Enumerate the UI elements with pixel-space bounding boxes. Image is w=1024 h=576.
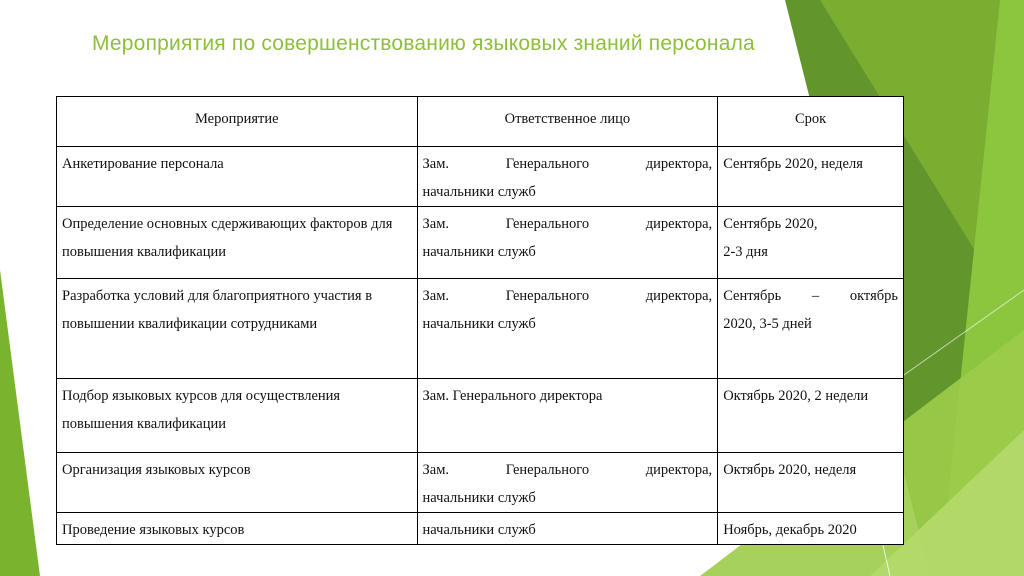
responsible-cell: [417, 147, 718, 207]
responsible-line: начальники служб: [422, 316, 536, 332]
term-cell: [718, 279, 904, 379]
table-header-row: [57, 97, 904, 147]
table-row: [57, 147, 904, 207]
responsible-line: начальники служб: [422, 184, 536, 200]
responsible-line: начальники служб: [422, 244, 536, 260]
responsible-line: Зам. Генерального директора,: [422, 288, 713, 304]
term-line: 2020, 3-5 дней: [723, 316, 812, 332]
table-row: [57, 513, 904, 545]
activities-table: [56, 96, 904, 545]
responsible-cell: [417, 207, 718, 279]
responsible-line: начальники служб: [422, 490, 536, 506]
responsible-line: начальники служб: [422, 522, 536, 538]
term-cell: Октябрь 2020, неделя: [718, 453, 904, 513]
responsible-line: Зам. Генерального директора: [422, 388, 603, 404]
responsible-line: Зам. Генерального директора,: [422, 462, 713, 478]
term-line: Сентябрь – октябрь: [723, 288, 898, 304]
term-line: 2-3 дня: [723, 244, 768, 260]
page-title: Мероприятия по совершенствованию языковых знаний персонала: [92, 32, 755, 55]
table-row: [57, 453, 904, 513]
term-line: Сентябрь 2020,: [723, 216, 818, 232]
term-cell: Ноябрь, декабрь 2020: [718, 513, 904, 545]
header-event: Мероприятие: [57, 97, 418, 147]
table-row: [57, 379, 904, 453]
term-cell: [718, 207, 904, 279]
left-green-triangle: [0, 270, 40, 576]
responsible-cell: [417, 379, 718, 453]
responsible-cell: [417, 279, 718, 379]
event-cell: Анкетирование персонала: [57, 147, 418, 207]
table-row: [57, 207, 904, 279]
term-cell: Октябрь 2020, 2 недели: [718, 379, 904, 453]
term-cell: Сентябрь 2020, неделя: [718, 147, 904, 207]
event-cell: Организация языковых курсов: [57, 453, 418, 513]
responsible-line: Зам. Генерального директора,: [422, 156, 713, 172]
responsible-cell: [417, 513, 718, 545]
table-row: [57, 279, 904, 379]
responsible-cell: [417, 453, 718, 513]
event-cell: Определение основных сдерживающих факторов для повышения квалификации: [57, 207, 418, 279]
event-cell: Разработка условий для благоприятного участия в повышении квалификации сотрудниками: [57, 279, 418, 379]
event-cell: Проведение языковых курсов: [57, 513, 418, 545]
header-responsible: Ответственное лицо: [417, 97, 718, 147]
event-cell: Подбор языковых курсов для осуществления повышения квалификации: [57, 379, 418, 453]
header-term: Срок: [718, 97, 904, 147]
responsible-line: Зам. Генерального директора,: [422, 216, 713, 232]
